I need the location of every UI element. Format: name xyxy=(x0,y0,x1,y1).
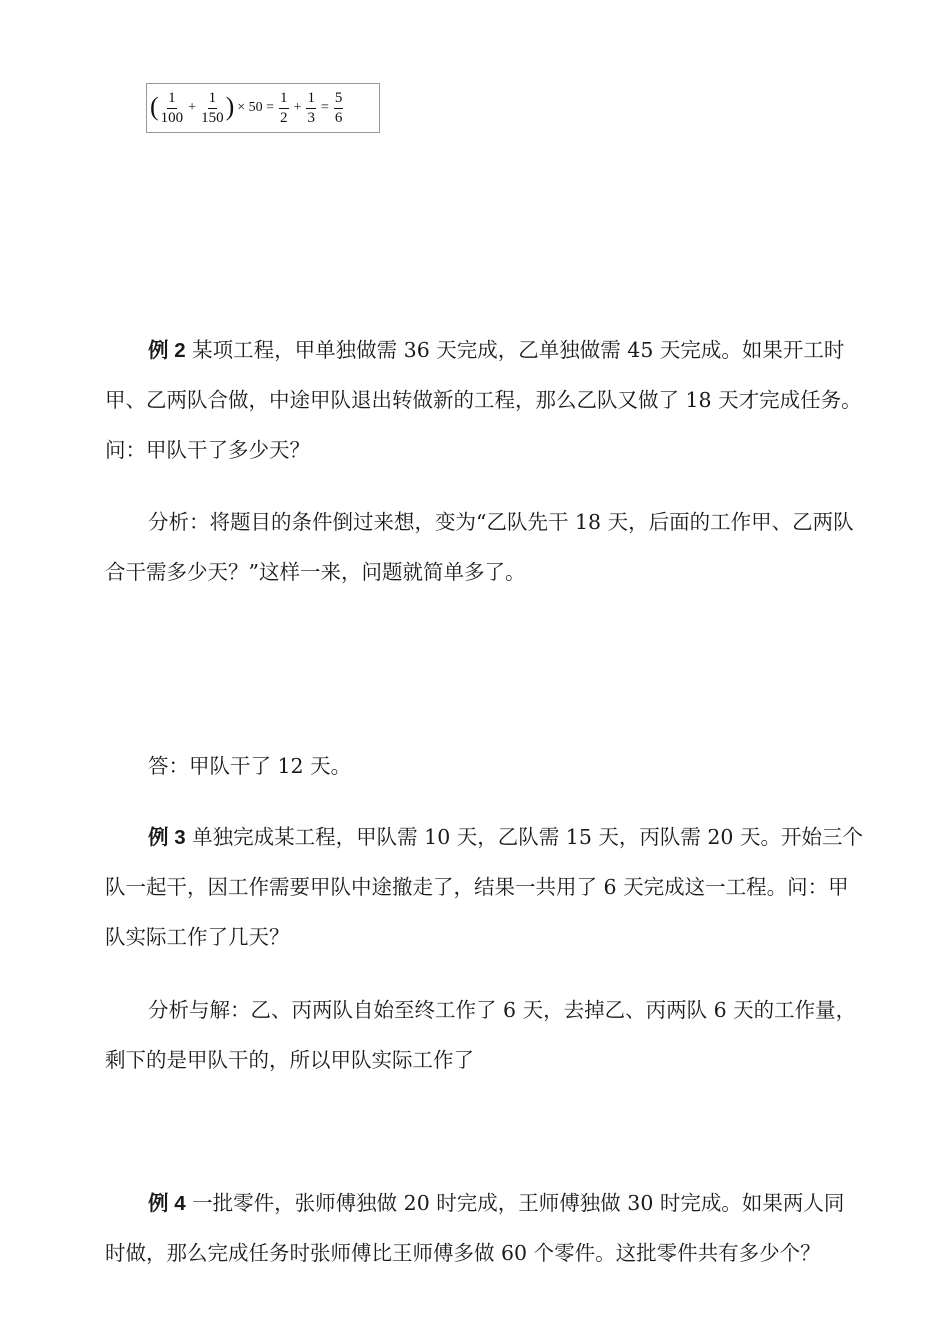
open-paren: ( xyxy=(150,92,159,121)
numerator: 5 xyxy=(334,91,344,109)
numerator: 1 xyxy=(208,91,218,109)
denominator: 2 xyxy=(280,109,288,126)
fraction-1-150 xyxy=(201,91,224,126)
example-2-line-1 xyxy=(105,325,917,375)
numerator: 1 xyxy=(167,91,177,109)
example-3-line-3: 队实际工作了几天？ xyxy=(105,925,290,949)
analysis-3 xyxy=(105,985,917,1085)
example-4-text: 一批零件，张师傅独做 20 时完成，王师傅独做 30 时完成。如果两人同 xyxy=(192,1191,845,1215)
fraction-5-6 xyxy=(334,91,344,126)
fraction-1-100 xyxy=(161,91,184,126)
analysis-2-line-2: 合干需多少天？”这样一来，问题就简单多了。 xyxy=(105,560,526,584)
example-3-line-1 xyxy=(105,812,917,862)
analysis-3-line-1: 分析与解：乙、丙两队自始至终工作了 6 天，去掉乙、丙两队 6 天的工作量， xyxy=(148,998,857,1022)
example-4-label: 例 4 xyxy=(148,1192,186,1215)
numerator: 1 xyxy=(306,91,316,109)
example-2-line-3: 问：甲队干了多少天？ xyxy=(105,438,310,462)
close-paren: ) xyxy=(225,92,235,121)
example-2-text: 某项工程，甲单独做需 36 天完成，乙单独做需 45 天完成。如果开工时 xyxy=(192,338,845,362)
plus-sign: + xyxy=(188,100,197,115)
example-2-label: 例 2 xyxy=(148,339,186,362)
denominator: 100 xyxy=(160,109,184,126)
fraction-1-2 xyxy=(279,91,289,126)
equals-sign: = xyxy=(320,100,329,115)
example-3-line-2: 队一起干，因工作需要甲队中途撤走了，结果一共用了 6 天完成这一工程。问：甲 xyxy=(105,875,849,899)
example-3-label: 例 3 xyxy=(148,826,186,849)
denominator: 150 xyxy=(201,109,224,126)
denominator: 3 xyxy=(307,109,315,126)
analysis-2 xyxy=(105,497,917,597)
example-4 xyxy=(105,1178,917,1278)
answer-2 xyxy=(105,741,917,791)
formula-image xyxy=(146,83,380,133)
example-4-line-1 xyxy=(105,1178,917,1228)
analysis-2-line-1: 分析：将题目的条件倒过来想，变为“乙队先干 18 天，后面的工作甲、乙两队 xyxy=(148,510,854,534)
answer-2-text: 答：甲队干了 12 天。 xyxy=(148,754,352,778)
example-4-line-2: 时做，那么完成任务时张师傅比王师傅多做 60 个零件。这批零件共有多少个？ xyxy=(105,1241,821,1265)
example-2 xyxy=(105,325,917,475)
numerator: 1 xyxy=(279,91,289,109)
example-2-line-2: 甲、乙两队合做，中途甲队退出转做新的工程，那么乙队又做了 18 天才完成任务。 xyxy=(105,388,862,412)
analysis-3-line-2: 剩下的是甲队干的，所以甲队实际工作了 xyxy=(105,1048,474,1072)
times-fifty: × 50 = xyxy=(237,100,275,115)
fraction-1-3 xyxy=(306,91,316,126)
plus-sign: + xyxy=(293,100,302,115)
denominator: 6 xyxy=(334,109,343,126)
example-3-text: 单独完成某工程，甲队需 10 天，乙队需 15 天，丙队需 20 天。开始三个 xyxy=(192,825,863,849)
example-3 xyxy=(105,812,917,962)
